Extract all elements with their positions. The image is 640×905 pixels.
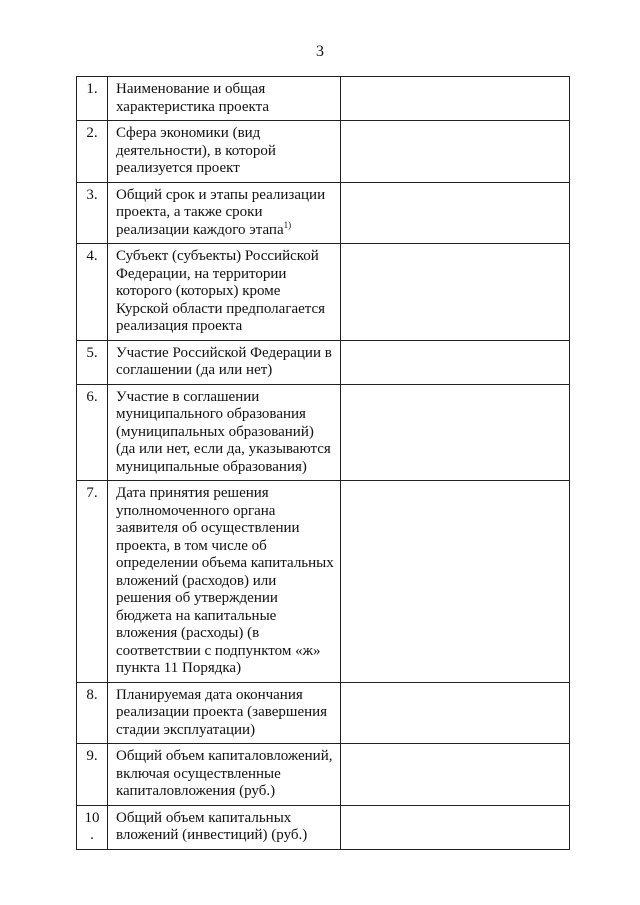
table-row <box>77 744 570 806</box>
description-line: реализации проекта (завершения <box>116 704 328 720</box>
description-line: муниципального образования <box>116 406 306 422</box>
row-number: 9. <box>77 744 108 806</box>
description-line: вложений (расходов) или <box>116 572 277 589</box>
description-line: Субъект (субъекты) Российской <box>116 248 319 264</box>
row-description <box>108 744 341 806</box>
description-line: стадии эксплуатации) <box>116 721 256 738</box>
row-value-cell[interactable] <box>341 182 570 244</box>
row-value-cell[interactable] <box>341 121 570 183</box>
description-line: пункта 11 Порядка) <box>116 660 242 676</box>
description-line: бюджета на капитальные <box>116 607 277 624</box>
page-number: 3 <box>316 43 324 60</box>
row-number: 3. <box>77 182 108 244</box>
description-line: Общий объем капитальных <box>116 809 292 826</box>
description-line: реализации каждого этапа$^{1)}$ <box>116 219 292 238</box>
footnote-marker: 1) <box>283 219 292 230</box>
description-line: характеристика проекта <box>116 98 270 115</box>
row-value-cell[interactable] <box>341 244 570 341</box>
description-line: реализуется проект <box>116 160 240 176</box>
table-row <box>77 77 570 121</box>
row-description <box>108 682 341 744</box>
table-row <box>77 121 570 183</box>
description-line: вложения (расходы) (в <box>116 625 260 641</box>
description-line: проекта, а также сроки <box>116 204 263 220</box>
row-description <box>108 77 341 121</box>
project-info-table <box>76 76 570 850</box>
description-line: соответствии с подпунктом «ж» <box>116 642 321 659</box>
description-line: Сфера экономики (вид <box>116 125 261 141</box>
table-body <box>77 77 570 850</box>
description-line: уполномоченного органа <box>116 502 276 519</box>
description-line: Планируемая дата окончания <box>116 686 303 703</box>
description-line: (муниципальных образований) <box>116 423 314 440</box>
description-line: Общий срок и этапы реализации <box>116 186 326 203</box>
row-value-cell[interactable] <box>341 340 570 384</box>
row-description <box>108 121 341 183</box>
row-value-cell[interactable] <box>341 682 570 744</box>
description-line: которого (которых) кроме <box>116 283 281 299</box>
row-number: 1. <box>77 77 108 121</box>
row-number: 5. <box>77 340 108 384</box>
row-description <box>108 384 341 481</box>
description-line: определении объема капитальных <box>116 555 334 571</box>
description-line: реализация проекта <box>116 318 243 334</box>
table-row <box>77 481 570 683</box>
row-description <box>108 481 341 683</box>
table-row <box>77 682 570 744</box>
description-line: Участие в соглашении <box>116 388 260 405</box>
description-line: включая осуществленные <box>116 765 281 782</box>
description-line: Общий объем капиталовложений, <box>116 748 333 764</box>
description-line: Наименование и общая <box>116 81 266 97</box>
description-line: соглашении (да или нет) <box>116 362 273 378</box>
row-number: 2. <box>77 121 108 183</box>
description-line: Курской области предполагается <box>116 300 326 317</box>
row-description <box>108 805 341 849</box>
table-row <box>77 244 570 341</box>
row-number: 8. <box>77 682 108 744</box>
description-line: проекта, в том числе об <box>116 537 267 554</box>
row-description <box>108 244 341 341</box>
description-line: вложений (инвестиций) (руб.) <box>116 827 308 843</box>
row-number: 4. <box>77 244 108 341</box>
table-row <box>77 340 570 384</box>
row-number: 6. <box>77 384 108 481</box>
description-line: Дата принятия решения <box>116 485 269 501</box>
table-row <box>77 384 570 481</box>
description-line: деятельности), в которой <box>116 142 276 159</box>
description-line: решения об утверждении <box>116 590 278 606</box>
description-line: Федерации, на территории <box>116 265 287 282</box>
description-line: заявителя об осуществлении <box>116 520 300 536</box>
table-row <box>77 182 570 244</box>
row-number: 7. <box>77 481 108 683</box>
description-line: муниципальные образования) <box>116 458 307 475</box>
row-value-cell[interactable] <box>341 77 570 121</box>
row-number: 10 . <box>77 805 108 849</box>
table-row <box>77 805 570 849</box>
description-line: (да или нет, если да, указываются <box>116 441 331 457</box>
description-line: Участие Российской Федерации в <box>116 344 332 361</box>
row-description <box>108 340 341 384</box>
row-value-cell[interactable] <box>341 384 570 481</box>
row-value-cell[interactable] <box>341 481 570 683</box>
description-line: капиталовложения (руб.) <box>116 783 276 799</box>
row-value-cell[interactable] <box>341 805 570 849</box>
row-value-cell[interactable] <box>341 744 570 806</box>
row-description <box>108 182 341 244</box>
